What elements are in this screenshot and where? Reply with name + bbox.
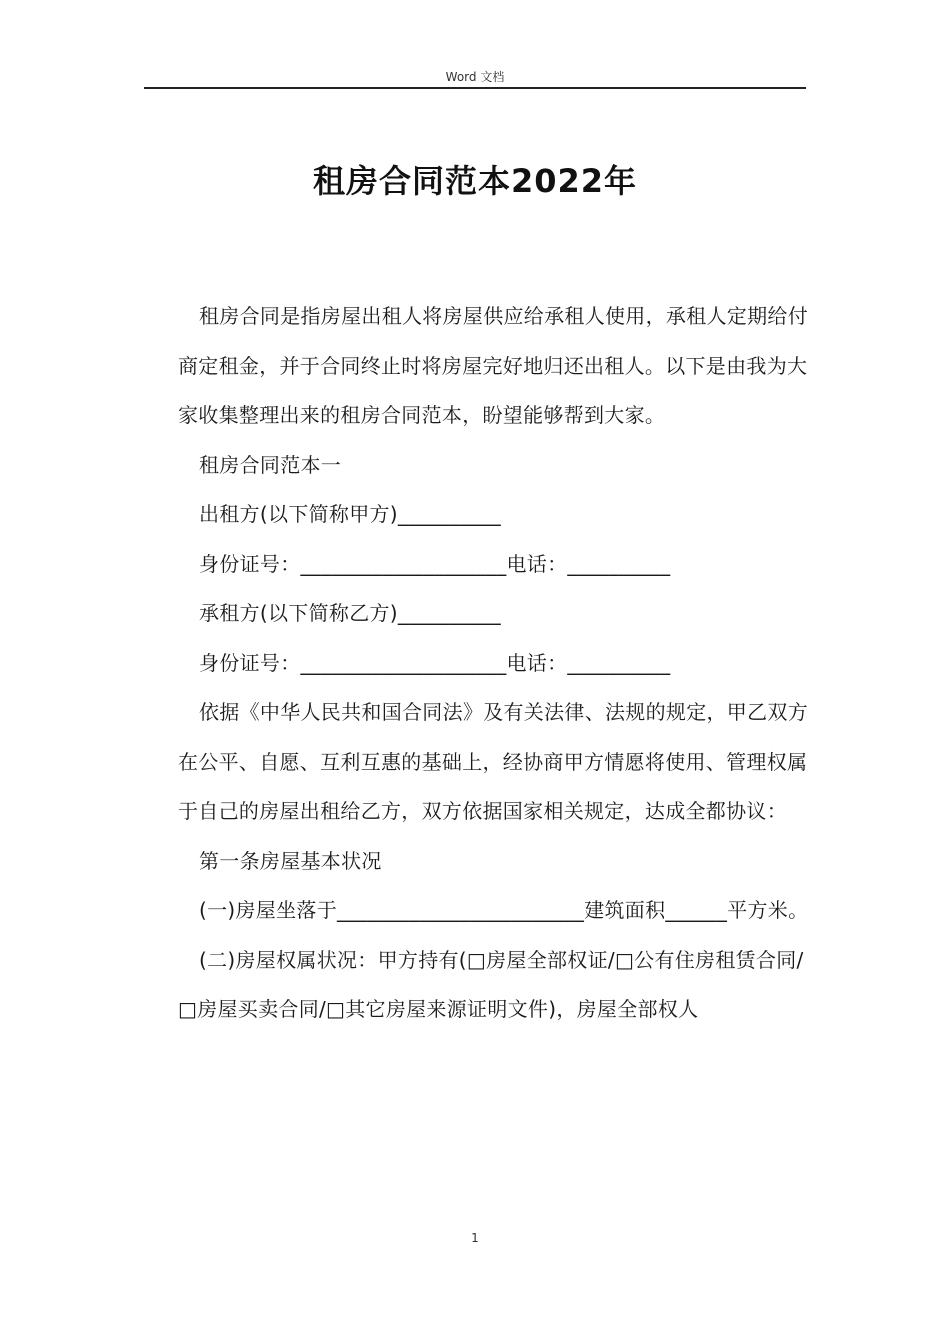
paragraph-lessee-id: 身份证号：____________________电话：__________ — [199, 650, 671, 675]
page-number: 1 — [471, 1231, 479, 1245]
header-label: Word 文档 — [445, 70, 505, 84]
document-title: 租房合同范本2022年 — [312, 162, 638, 200]
paragraph-intro: 租房合同是指房屋出租人将房屋供应给承租人使用，承租人定期给付商定租金，并于合同终止时将房屋完好地归还出租人。以下是由我为大家收集整理出来的租房合同范本，盼望能够帮到大家。 — [178, 304, 808, 427]
paragraph-location: (一)房屋坐落于________________________建筑面积______平方米。 — [199, 898, 809, 922]
paragraph-legal-basis: 依据《中华人民共和国合同法》及有关法律、法规的规定，甲乙双方在公平、自愿、互利互惠的基础上，经协商甲方情愿将使用、管理权属于自己的房屋出租给乙方，双方依据国家相关规定，达成全都协议： — [178, 700, 808, 823]
paragraph-ownership: (二)房屋权属状况：甲方持有(□房屋全部权证/□公有住房租赁合同/□房屋买卖合同/□其它房屋来源证明文件)，房屋全部权人 — [178, 947, 804, 1021]
paragraph-lessee: 承租方(以下简称乙方)__________ — [199, 601, 501, 625]
paragraph-article-one: 第一条房屋基本状况 — [199, 848, 382, 873]
paragraph-lessor-id: 身份证号：____________________电话：__________ — [199, 551, 671, 576]
paragraph-sample-heading: 租房合同范本一 — [199, 452, 342, 477]
document-body — [178, 292, 814, 1035]
header-divider — [144, 87, 806, 89]
paragraph-lessor: 出租方(以下简称甲方)__________ — [199, 502, 501, 526]
